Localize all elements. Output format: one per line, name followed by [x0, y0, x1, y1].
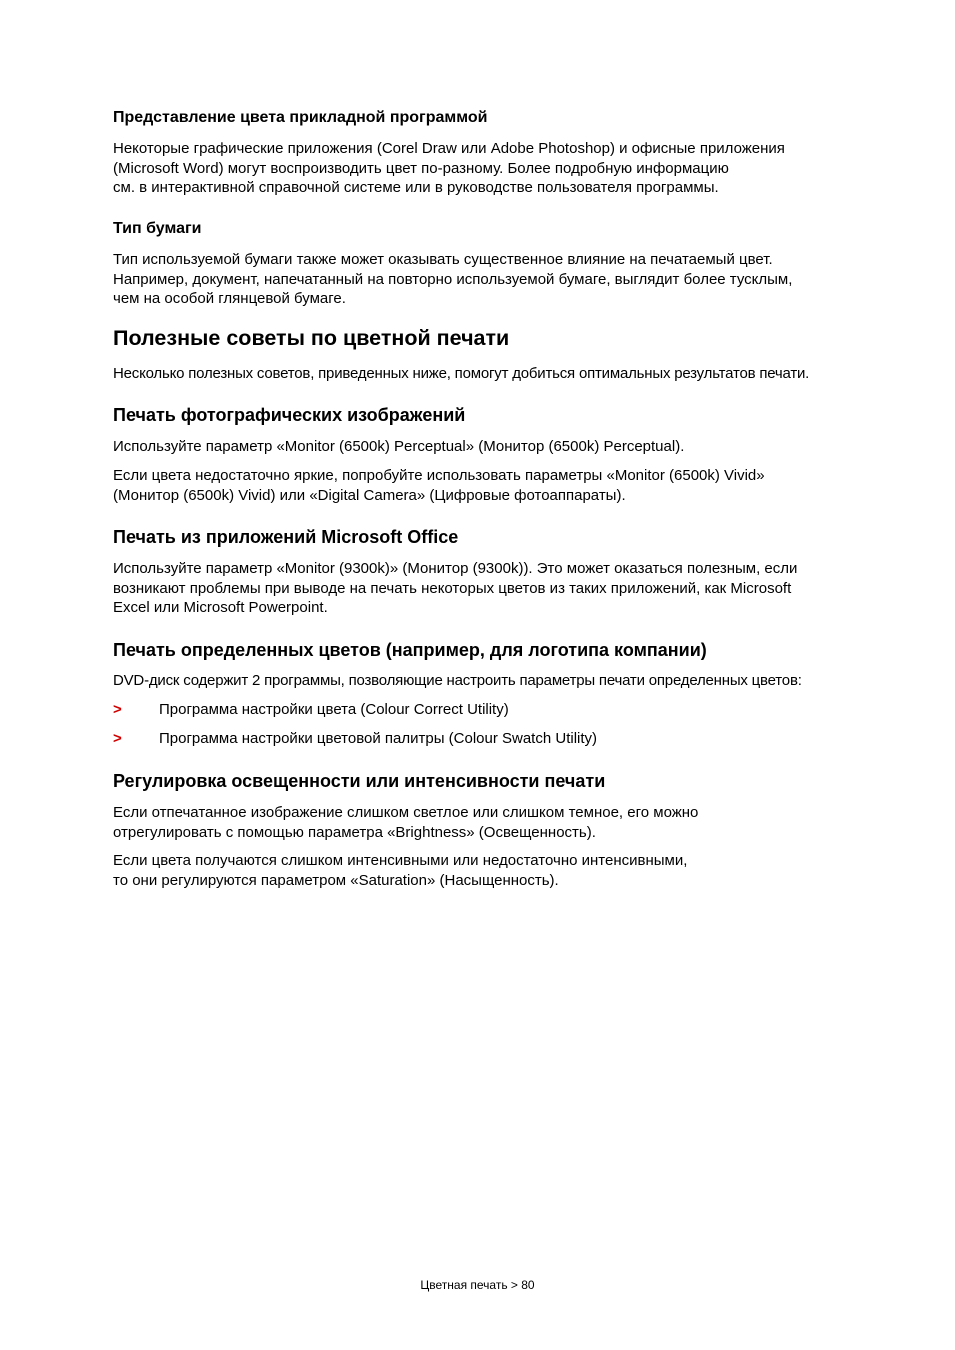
bullet-arrow-icon: >	[113, 701, 122, 718]
bullet-arrow-icon: >	[113, 730, 122, 747]
text-line: Если отпечатанное изображение слишком светлое или слишком темное, его можно	[113, 804, 699, 821]
section-heading-paper-type: Тип бумаги	[113, 220, 202, 237]
text-line: Если цвета получаются слишком интенсивными или недостаточно интенсивными,	[113, 852, 688, 869]
intro-paragraph	[113, 364, 853, 384]
text-line: Несколько полезных советов, приведенных ниже, помогут добиться оптимальных результатов печати.	[113, 365, 810, 382]
text-line: Тип используемой бумаги также может оказывать существенное влияние на печатаемый цвет.	[113, 251, 773, 268]
paragraph-office	[113, 559, 853, 618]
page-footer: Цветная печать > 80	[420, 1278, 535, 1292]
text-line: то они регулируются параметром «Saturation» (Насыщенность).	[113, 871, 559, 889]
paragraph-specific-intro	[113, 671, 853, 691]
text-line: см. в интерактивной справочной системе или в руководстве пользователя программы.	[113, 179, 719, 196]
paragraph-photo-2	[113, 466, 853, 505]
paragraph-brightness-1	[113, 803, 853, 842]
text-line: чем на особой глянцевой бумаге.	[113, 290, 346, 307]
section-heading-photo: Печать фотографических изображений	[113, 405, 466, 425]
section-heading-specific-colors: Печать определенных цветов (например, для логотипа компании)	[113, 640, 707, 660]
page-title: Полезные советы по цветной печати	[113, 326, 510, 350]
section-heading-brightness: Регулировка освещенности или интенсивности печати	[113, 771, 606, 791]
paragraph-brightness-2	[113, 851, 853, 890]
paragraph-app-color	[113, 139, 853, 198]
section-heading-office: Печать из приложений Microsoft Office	[113, 527, 459, 547]
paragraph-photo-1	[113, 437, 853, 457]
text-line: DVD-диск содержит 2 программы, позволяющие настроить параметры печати определенных цветов:	[113, 672, 802, 689]
text-line: (Microsoft Word) могут воспроизводить цвет по-разному. Более подробную информацию	[113, 159, 729, 177]
list-item-text: Программа настройки цветовой палитры (Colour Swatch Utility)	[159, 730, 598, 747]
text-line: Например, документ, напечатанный на повторно используемой бумаге, выглядит более тусклым,	[113, 270, 793, 288]
paragraph-paper-type	[113, 250, 853, 309]
text-line: возникают проблемы при выводе на печать некоторых цветов из таких приложений, как Microsoft	[113, 579, 792, 597]
text-line: Если цвета недостаточно яркие, попробуйте использовать параметры «Monitor (6500k) Vivid»	[113, 467, 765, 484]
text-line: Используйте параметр «Monitor (9300k)» (Монитор (9300k)). Это может оказаться полезным, если	[113, 560, 798, 577]
text-line: Excel или Microsoft Powerpoint.	[113, 599, 328, 616]
text-line: отрегулировать с помощью параметра «Brightness» (Освещенность).	[113, 823, 596, 841]
text-line: Используйте параметр «Monitor (6500k) Perceptual» (Монитор (6500k) Perceptual).	[113, 438, 685, 455]
section-heading-app-color: Представление цвета прикладной программой	[113, 109, 488, 126]
text-line: Некоторые графические приложения (Corel Draw или Adobe Photoshop) и офисные приложения	[113, 140, 785, 157]
text-line: (Монитор (6500k) Vivid) или «Digital Camera» (Цифровые фотоаппараты).	[113, 486, 626, 504]
list-item-text: Программа настройки цвета (Colour Correct Utility)	[159, 701, 509, 718]
